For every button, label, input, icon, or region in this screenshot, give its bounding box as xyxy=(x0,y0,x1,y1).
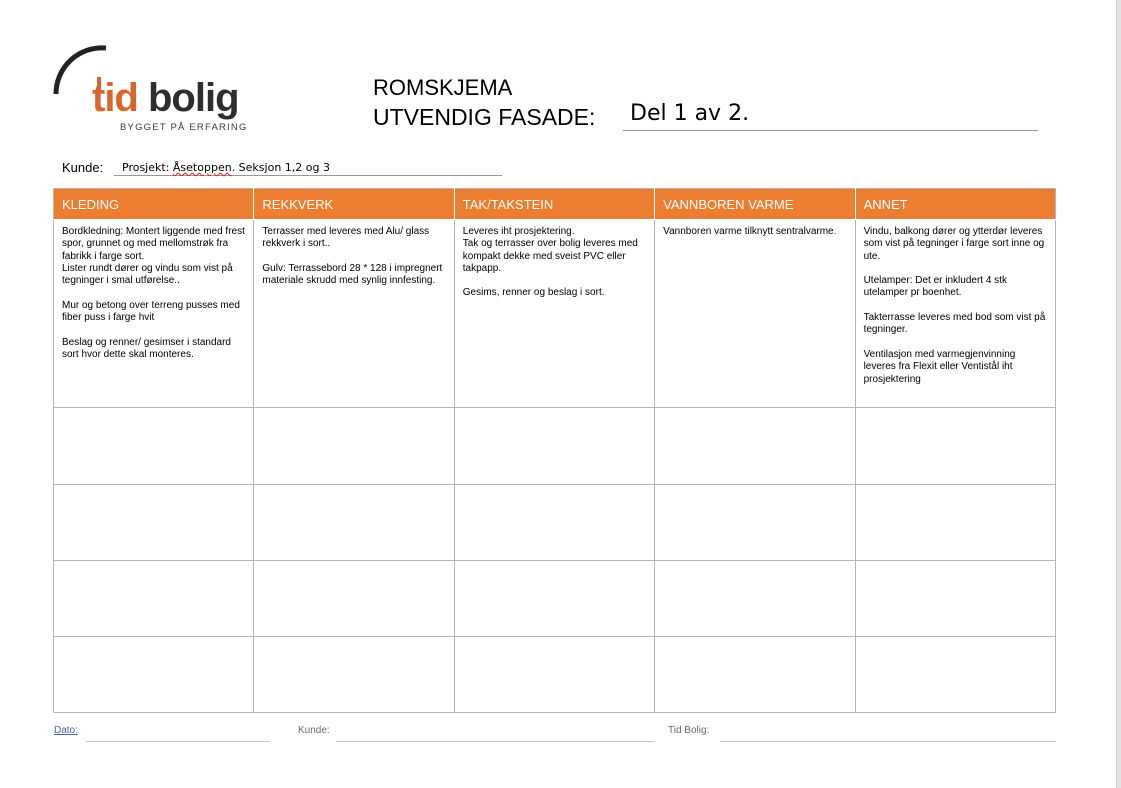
column-header-rekkverk: REKKVERK xyxy=(254,189,454,220)
project-suffix: . Seksjon 1,2 og 3 xyxy=(231,161,330,174)
cell-varme[interactable] xyxy=(655,220,855,408)
cell-annet[interactable] xyxy=(855,220,1055,408)
column-header-tak: TAK/TAKSTEIN xyxy=(454,189,654,220)
annet-text-2: Utelamper: Det er inkludert 4 stk utelamper pr boenhet. xyxy=(863,275,1007,299)
empty-cell[interactable] xyxy=(254,637,454,713)
empty-cell[interactable] xyxy=(54,408,254,485)
cell-kleding[interactable] xyxy=(54,220,254,408)
empty-cell[interactable] xyxy=(254,561,454,637)
cell-rekkverk[interactable] xyxy=(254,220,454,408)
annet-text-4: Ventilasjon med varmegjenvinning leveres fra Flexit eller Ventistål iht prosjektering xyxy=(863,348,1016,385)
table-header-row xyxy=(54,189,1056,220)
empty-cell[interactable] xyxy=(54,485,254,561)
empty-cell[interactable] xyxy=(855,637,1055,713)
varme-text-1: Vannboren varme tilknytt sentralvarme. xyxy=(663,226,837,237)
empty-cell[interactable] xyxy=(855,408,1055,485)
logo-wordmark: tid bolig xyxy=(92,76,239,120)
empty-cell[interactable] xyxy=(655,561,855,637)
column-header-kleding: KLEDING xyxy=(54,189,254,220)
tid-bolig-logo xyxy=(52,44,272,139)
customer-field[interactable] xyxy=(114,159,502,176)
rekkverk-text-1: Terrasser med leveres med Alu/ glass rekkverk i sort.. xyxy=(262,226,430,250)
page-edge-scrollbar[interactable] xyxy=(1116,0,1121,788)
table-row xyxy=(54,220,1056,408)
empty-cell[interactable] xyxy=(54,561,254,637)
project-prefix: Prosjekt: xyxy=(122,161,173,174)
customer-label: Kunde: xyxy=(62,160,104,175)
kleding-text-2: Mur og betong over terreng pusses med fiber puss i farge hvit xyxy=(62,299,240,324)
empty-cell[interactable] xyxy=(254,485,454,561)
document-subtitle: UTVENDIG FASADE: xyxy=(373,104,596,130)
footer-dato-label: Dato: xyxy=(54,725,78,736)
table-row xyxy=(54,408,1056,485)
part-underline xyxy=(623,130,1038,131)
column-header-annet: ANNET xyxy=(855,189,1055,220)
empty-cell[interactable] xyxy=(655,408,855,485)
empty-cell[interactable] xyxy=(655,637,855,713)
empty-cell[interactable] xyxy=(454,408,654,485)
empty-cell[interactable] xyxy=(454,561,654,637)
column-header-varme: VANNBOREN VARME xyxy=(655,189,855,220)
rekkverk-text-2: Gulv: Terrassebord 28 * 128 i impregnert materiale skrudd med synlig innfesting. xyxy=(262,262,443,287)
kleding-text-3: Beslag og renner/ gesimser i standard sort hvor dette skal monteres. xyxy=(62,336,231,360)
table-row xyxy=(54,485,1056,561)
annet-text-3: Takterrasse leveres med bod som vist på tegninger. xyxy=(863,312,1046,336)
empty-cell[interactable] xyxy=(855,485,1055,561)
annet-text-1: Vindu, balkong dører og ytterdør leveres som vist på tegninger i farge sort inne og ute. xyxy=(863,226,1045,262)
tak-text-1: Leveres iht prosjektering. Tak og terrasser over bolig leveres med kompakt dekke med sveist PVC eller takpapp. xyxy=(462,226,638,274)
footer-dato-line[interactable] xyxy=(86,741,270,742)
empty-cell[interactable] xyxy=(454,637,654,713)
footer-tid-bolig-line[interactable] xyxy=(720,741,1056,742)
kleding-text-1: Bordkledning: Montert liggende med frest spor, grunnet og med mellomstrøk fra fabrikk i farge sort. Lister rundt dører og vindu som vist på tegninger i smal utførelse.. xyxy=(62,226,245,287)
footer-kunde-label: Kunde: xyxy=(298,725,330,736)
footer-tid-bolig-label: Tid Bolig: xyxy=(668,725,710,736)
footer-kunde-line[interactable] xyxy=(336,741,655,742)
part-indicator[interactable]: Del 1 av 2. xyxy=(630,101,750,126)
empty-cell[interactable] xyxy=(54,637,254,713)
project-name: Åsetoppen xyxy=(172,161,232,174)
logo-tagline: BYGGET PÅ ERFARING xyxy=(120,122,248,133)
empty-cell[interactable] xyxy=(855,561,1055,637)
table-row xyxy=(54,637,1056,713)
empty-cell[interactable] xyxy=(454,485,654,561)
room-schedule-table xyxy=(53,188,1056,713)
document-title: ROMSKJEMA xyxy=(373,75,513,100)
empty-cell[interactable] xyxy=(655,485,855,561)
empty-cell[interactable] xyxy=(254,408,454,485)
table-row xyxy=(54,561,1056,637)
tak-text-2: Gesims, renner og beslag i sort. xyxy=(462,287,605,299)
cell-tak[interactable] xyxy=(454,220,654,408)
